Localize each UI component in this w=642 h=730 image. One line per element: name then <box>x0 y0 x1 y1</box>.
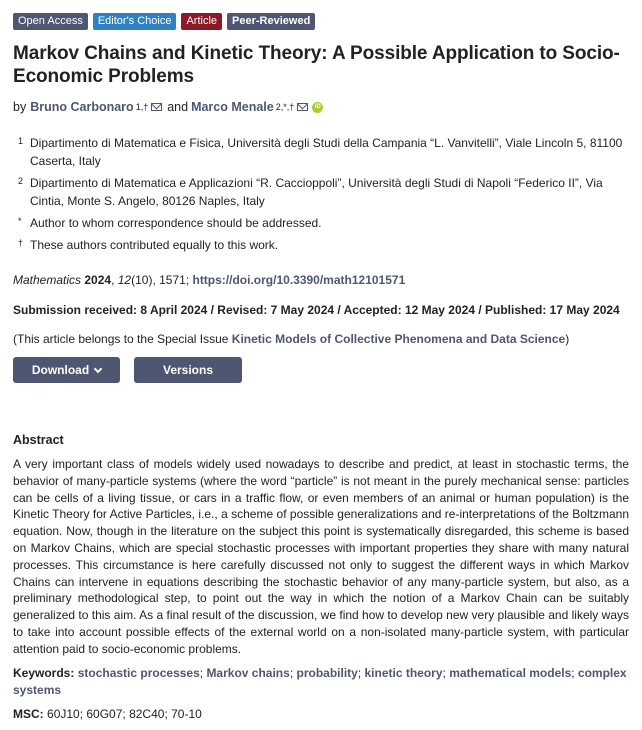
special-issue-suffix: ) <box>565 332 570 346</box>
doi-link[interactable]: https://doi.org/10.3390/math12101571 <box>192 273 406 287</box>
keyword-separator: ; <box>199 665 207 680</box>
msc-value: 60J10; 60G07; 82C40; 70-10 <box>47 706 202 721</box>
special-issue-note <box>13 331 629 347</box>
article-type-badge: Article <box>181 13 222 30</box>
affiliation-item <box>13 214 629 232</box>
affiliations <box>13 134 629 254</box>
special-issue-prefix: (This article belongs to the Special Issue <box>13 332 232 346</box>
citation-issue: (10), 1571; <box>131 273 193 287</box>
keyword-separator: ; <box>442 665 450 680</box>
email-icon[interactable] <box>151 103 162 111</box>
affiliation-item <box>13 174 629 210</box>
citation: Mathematics 2024, 12(10), 1571; https://doi.org/10.3390/math12101571 <box>13 273 406 287</box>
keyword-separator: ; <box>357 665 365 680</box>
msc-label: MSC: <box>13 706 44 721</box>
action-buttons <box>13 357 629 403</box>
affiliation-item <box>13 236 629 254</box>
citation-volume: 12 <box>117 273 132 287</box>
versions-notes-button[interactable]: Versions Notes <box>134 357 242 383</box>
keyword-link[interactable]: stochastic processes <box>77 665 200 680</box>
abstract-text: A very important class of models widely used nowadays to describe and predict, at least in stochastic terms, the behavior of many-particle systems (where the word “particle” is not meant in the purely mechanical sense: particles can be cells of a living tissue, or cars in a traffic flow, or even members of an animal or human population) is the Kinetic Theory for Active Particles, i.e., a scheme of possible generalizations and re-interpretations of the Boltzmann equation. Now, though in the literature on the subject this point is systematically disregarded, this scheme is based on Markov Chains, which are special stochastic processes with important properties they share with many natural processes. This circumstance is here carefully discussed not only to suggest the different ways in which Markov Chains can intervene in equations describing the stochastic behavior of any many-particle system, but also, as a preliminary methodological step, to point out the way in which the notion of a Markov Chain can be suitably generalized to this aim. As a final result of the discussion, we find how to develop new very plausible and likely ways to take into account possible effects of the external world on a non-isolated many-particle system, with particular attention paid to socio-economic problems. <box>13 457 629 656</box>
download-button[interactable] <box>13 357 120 383</box>
author-line: by Bruno Carbonaro 1,† and Marco Menale 2,*,† iD <box>13 98 629 116</box>
keyword-link[interactable]: probability <box>296 665 358 680</box>
affiliation-text: Dipartimento di Matematica e Applicazioni “R. Caccioppoli”, Università degli Studi di Napoli “Federico II”, Via Cintia, Monte S. Angelo, 80126 Naples, Italy <box>30 176 603 208</box>
publication-dates: Submission received: 8 April 2024 / Revised: 7 May 2024 / Accepted: 12 May 2024 / Published: 17 May 2024 <box>13 303 620 317</box>
open-access-badge[interactable]: Open Access <box>13 13 88 30</box>
orcid-icon[interactable]: iD <box>312 102 323 113</box>
editors-choice-badge[interactable]: Editor's Choice <box>93 13 177 30</box>
affiliation-mark: * <box>18 216 22 226</box>
affiliation-mark: 2 <box>18 176 24 186</box>
affiliation-mark: † <box>18 238 24 248</box>
affiliation-text: Author to whom correspondence should be addressed. <box>30 216 322 230</box>
keyword-link[interactable]: mathematical models <box>449 665 572 680</box>
email-icon[interactable] <box>297 103 308 111</box>
special-issue-link[interactable]: Kinetic Models of Collective Phenomena and Data Science <box>231 332 566 346</box>
chevron-down-icon <box>94 365 102 373</box>
article-title: Markov Chains and Kinetic Theory: A Possible Application to Socio-Economic Problems <box>13 43 620 87</box>
keywords-label: Keywords: <box>13 665 75 680</box>
keyword-separator: ; <box>571 665 578 680</box>
download-label: Download <box>31 363 90 377</box>
keyword-link[interactable]: complex systems <box>13 665 627 697</box>
by-label: by <box>13 100 27 114</box>
affiliation-text: These authors contributed equally to this work. <box>30 238 279 252</box>
abstract-heading: Abstract <box>13 433 64 447</box>
citation-year: 2024 <box>84 273 112 287</box>
affiliation-text: Dipartimento di Matematica e Fisica, Università degli Studi della Campania “L. Vanvitelli”, Viale Lincoln 5, 81100 Caserta, Italy <box>30 136 623 168</box>
journal-name: Mathematics <box>13 273 82 287</box>
keyword-link[interactable]: Markov chains <box>206 665 290 680</box>
msc-codes <box>13 706 629 722</box>
badge-row <box>13 13 629 30</box>
keyword-link[interactable]: kinetic theory <box>364 665 443 680</box>
author-link-menale[interactable]: Marco Menale <box>191 100 274 114</box>
author-link-carbonaro[interactable]: Bruno Carbonaro <box>30 100 134 114</box>
keywords <box>13 665 629 699</box>
and-label: and <box>167 100 189 114</box>
affiliation-item <box>13 134 629 170</box>
affiliation-mark: 1 <box>18 136 24 146</box>
peer-reviewed-badge[interactable]: Peer-Reviewed <box>227 13 315 30</box>
keyword-separator: ; <box>289 665 297 680</box>
